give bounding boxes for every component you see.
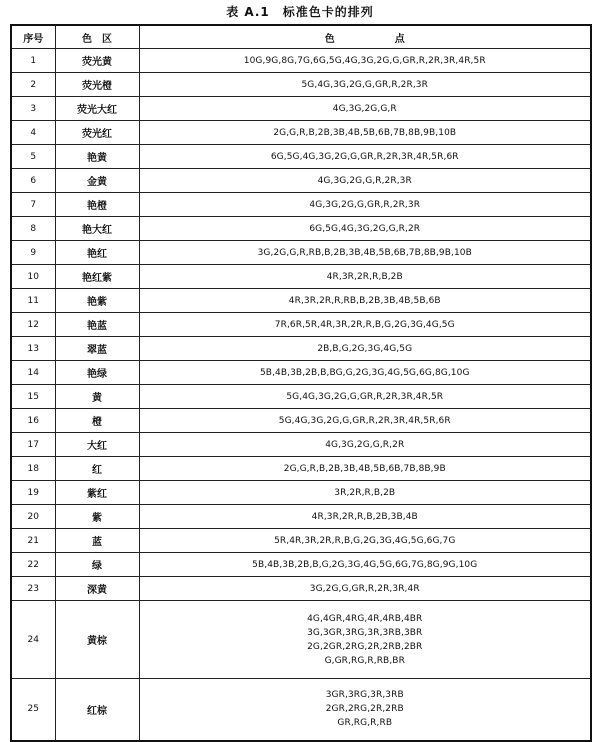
color-points-line: G,GR,RG,R,RB,BR bbox=[324, 655, 405, 666]
serial-number-cell: 19 bbox=[11, 481, 55, 505]
color-points-cell bbox=[139, 145, 591, 169]
color-points-cell bbox=[139, 601, 591, 679]
color-points-cell bbox=[139, 169, 591, 193]
color-points-cell bbox=[139, 529, 591, 553]
color-points-line: 6G,5G,4G,3G,2G,G,GR,R,2R,3R,4R,5R,6R bbox=[270, 151, 459, 162]
color-points-cell bbox=[139, 457, 591, 481]
color-points-line: 5G,4G,3G,2G,G,GR,R,2R,3R bbox=[301, 79, 428, 90]
color-points-cell bbox=[139, 433, 591, 457]
serial-number-cell: 23 bbox=[11, 577, 55, 601]
color-area-cell: 艳绿 bbox=[55, 361, 139, 385]
color-points-line: 5G,4G,3G,2G,G,GR,R,2R,3R,4R,5R,6R bbox=[278, 415, 451, 426]
color-points-line: 4G,3G,2G,G,GR,R,2R,3R bbox=[309, 199, 421, 210]
table-row bbox=[11, 577, 591, 601]
color-area-cell: 艳紫 bbox=[55, 289, 139, 313]
color-points-line: 4R,3R,2R,R,RB,B,2B,3B,4B,5B,6B bbox=[288, 295, 441, 306]
table-row bbox=[11, 145, 591, 169]
serial-number-cell: 25 bbox=[11, 679, 55, 741]
header-color-points: 色 点 bbox=[139, 25, 591, 49]
color-points-line: 2B,B,G,2G,3G,4G,5G bbox=[317, 343, 413, 354]
serial-number-cell: 11 bbox=[11, 289, 55, 313]
color-points-cell bbox=[139, 121, 591, 145]
table-row bbox=[11, 313, 591, 337]
color-area-cell: 艳红紫 bbox=[55, 265, 139, 289]
color-area-cell: 黄棕 bbox=[55, 601, 139, 679]
table-row bbox=[11, 241, 591, 265]
color-points-line: 2G,G,R,B,2B,3B,4B,5B,6B,7B,8B,9B bbox=[283, 463, 446, 474]
serial-number-cell: 20 bbox=[11, 505, 55, 529]
serial-number-cell: 2 bbox=[11, 73, 55, 97]
color-points-line: 3GR,3RG,3R,3RB bbox=[325, 690, 404, 701]
color-area-cell: 红棕 bbox=[55, 679, 139, 741]
serial-number-cell: 18 bbox=[11, 457, 55, 481]
color-points-line: 10G,9G,8G,7G,6G,5G,4G,3G,2G,G,GR,R,2R,3R,4R,5R bbox=[243, 55, 486, 66]
serial-number-cell: 7 bbox=[11, 193, 55, 217]
serial-number-cell: 15 bbox=[11, 385, 55, 409]
serial-number-cell: 24 bbox=[11, 601, 55, 679]
color-points-line: 2G,G,R,B,2B,3B,4B,5B,6B,7B,8B,9B,10B bbox=[273, 127, 457, 138]
serial-number-cell: 16 bbox=[11, 409, 55, 433]
color-area-cell: 艳橙 bbox=[55, 193, 139, 217]
color-points-line: 4G,3G,2G,G,R bbox=[332, 103, 397, 114]
header-color-area: 色 区 bbox=[55, 25, 139, 49]
color-area-cell: 深黄 bbox=[55, 577, 139, 601]
color-area-cell: 绿 bbox=[55, 553, 139, 577]
table-row bbox=[11, 97, 591, 121]
standard-color-card-table bbox=[10, 24, 592, 742]
color-points-line: 7R,6R,5R,4R,3R,2R,R,B,G,2G,3G,4G,5G bbox=[274, 319, 455, 330]
table-row bbox=[11, 679, 591, 741]
table-row bbox=[11, 409, 591, 433]
color-area-cell: 紫红 bbox=[55, 481, 139, 505]
color-points-cell bbox=[139, 505, 591, 529]
serial-number-cell: 21 bbox=[11, 529, 55, 553]
serial-number-cell: 13 bbox=[11, 337, 55, 361]
color-points-line: 3G,3GR,3RG,3R,3RB,3BR bbox=[307, 627, 423, 638]
color-area-cell: 紫 bbox=[55, 505, 139, 529]
table-body bbox=[11, 49, 591, 741]
table-row bbox=[11, 217, 591, 241]
color-points-line: 4R,3R,2R,R,B,2B,3B,4B bbox=[311, 511, 418, 522]
table-row bbox=[11, 73, 591, 97]
serial-number-cell: 10 bbox=[11, 265, 55, 289]
table-row bbox=[11, 289, 591, 313]
color-points-cell bbox=[139, 577, 591, 601]
color-points-line: 4G,4GR,4RG,4R,4RB,4BR bbox=[307, 613, 423, 624]
color-area-cell: 艳大红 bbox=[55, 217, 139, 241]
color-points-cell bbox=[139, 553, 591, 577]
color-area-cell: 艳蓝 bbox=[55, 313, 139, 337]
color-points-line: 5B,4B,3B,2B,B,G,2G,3G,4G,5G,6G,7G,8G,9G,10G bbox=[252, 559, 478, 570]
color-area-cell: 红 bbox=[55, 457, 139, 481]
color-points-cell bbox=[139, 385, 591, 409]
color-points-line: 5B,4B,3B,2B,B,BG,G,2G,3G,4G,5G,6G,8G,10G bbox=[259, 367, 470, 378]
color-points-line: 3R,2R,R,B,2B bbox=[334, 487, 396, 498]
color-points-cell bbox=[139, 97, 591, 121]
color-points-line: 4G,3G,2G,G,R,2R,3R bbox=[317, 175, 412, 186]
table-row bbox=[11, 361, 591, 385]
color-area-cell: 艳红 bbox=[55, 241, 139, 265]
color-area-cell: 橙 bbox=[55, 409, 139, 433]
color-points-line: 3G,2G,G,R,RB,B,2B,3B,4B,5B,6B,7B,8B,9B,10B bbox=[257, 247, 472, 258]
table-row bbox=[11, 457, 591, 481]
table-row bbox=[11, 385, 591, 409]
color-points-line: 5R,4R,3R,2R,R,B,G,2G,3G,4G,5G,6G,7G bbox=[274, 535, 456, 546]
table-row bbox=[11, 121, 591, 145]
color-points-cell bbox=[139, 73, 591, 97]
color-points-cell bbox=[139, 313, 591, 337]
serial-number-cell: 3 bbox=[11, 97, 55, 121]
table-row bbox=[11, 193, 591, 217]
color-points-cell bbox=[139, 217, 591, 241]
header-serial-number: 序号 bbox=[11, 25, 55, 49]
serial-number-cell: 9 bbox=[11, 241, 55, 265]
color-area-cell: 蓝 bbox=[55, 529, 139, 553]
serial-number-cell: 22 bbox=[11, 553, 55, 577]
table-row bbox=[11, 553, 591, 577]
color-points-line: 5G,4G,3G,2G,G,GR,R,2R,3R,4R,5R bbox=[286, 391, 444, 402]
serial-number-cell: 5 bbox=[11, 145, 55, 169]
table-row bbox=[11, 529, 591, 553]
serial-number-cell: 14 bbox=[11, 361, 55, 385]
table-row bbox=[11, 601, 591, 679]
serial-number-cell: 1 bbox=[11, 49, 55, 73]
table-header-row bbox=[11, 25, 591, 49]
serial-number-cell: 17 bbox=[11, 433, 55, 457]
color-points-line: GR,RG,R,RB bbox=[337, 718, 393, 729]
color-area-cell: 荧光黄 bbox=[55, 49, 139, 73]
color-points-cell bbox=[139, 241, 591, 265]
color-points-line: 4R,3R,2R,R,B,2B bbox=[326, 271, 403, 282]
color-area-cell: 荧光橙 bbox=[55, 73, 139, 97]
color-area-cell: 金黄 bbox=[55, 169, 139, 193]
color-points-line: 6G,5G,4G,3G,2G,G,R,2R bbox=[309, 223, 421, 234]
color-points-line: 2GR,2RG,2R,2RB bbox=[325, 704, 404, 715]
color-points-line: 4G,3G,2G,G,R,2R bbox=[325, 439, 405, 450]
color-points-cell bbox=[139, 337, 591, 361]
color-points-cell bbox=[139, 265, 591, 289]
color-area-cell: 翠蓝 bbox=[55, 337, 139, 361]
color-points-cell bbox=[139, 361, 591, 385]
table-title: 表 A.1 标准色卡的排列 bbox=[226, 5, 374, 19]
color-points-cell bbox=[139, 481, 591, 505]
serial-number-cell: 8 bbox=[11, 217, 55, 241]
table-row bbox=[11, 169, 591, 193]
color-points-line: 3G,2G,G,GR,R,2R,3R,4R bbox=[309, 583, 420, 594]
color-points-cell bbox=[139, 289, 591, 313]
color-points-cell bbox=[139, 409, 591, 433]
color-points-cell bbox=[139, 49, 591, 73]
table-row bbox=[11, 433, 591, 457]
color-points-cell bbox=[139, 679, 591, 741]
color-area-cell: 荧光红 bbox=[55, 121, 139, 145]
table-row bbox=[11, 505, 591, 529]
color-area-cell: 艳黄 bbox=[55, 145, 139, 169]
color-area-cell: 大红 bbox=[55, 433, 139, 457]
serial-number-cell: 4 bbox=[11, 121, 55, 145]
color-points-line: 2G,2GR,2RG,2R,2RB,2BR bbox=[307, 641, 423, 652]
table-row bbox=[11, 265, 591, 289]
color-points-cell bbox=[139, 193, 591, 217]
color-area-cell: 黄 bbox=[55, 385, 139, 409]
table-row bbox=[11, 337, 591, 361]
serial-number-cell: 6 bbox=[11, 169, 55, 193]
serial-number-cell: 12 bbox=[11, 313, 55, 337]
table-row bbox=[11, 481, 591, 505]
table-row bbox=[11, 49, 591, 73]
color-area-cell: 荧光大红 bbox=[55, 97, 139, 121]
